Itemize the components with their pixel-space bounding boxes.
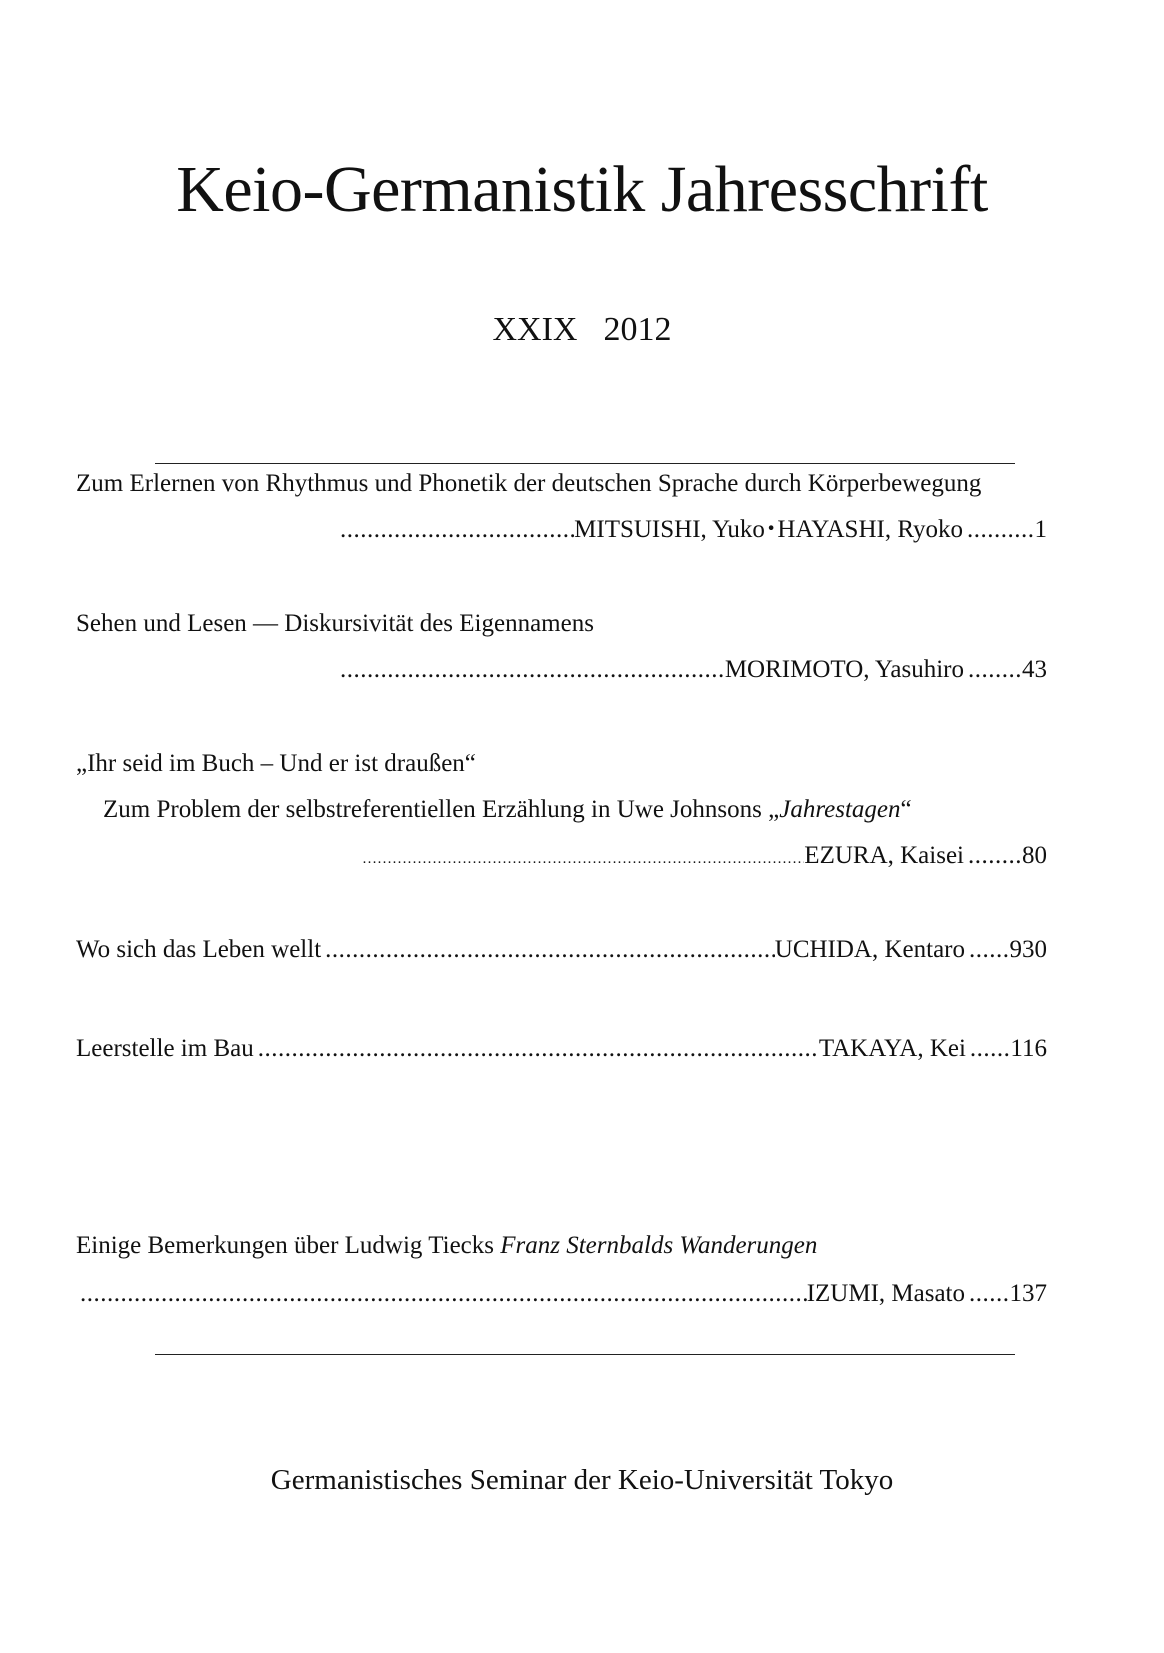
dot-leader-trail: ........ xyxy=(968,842,1022,869)
toc-entry-author: IZUMI, Masato xyxy=(806,1280,965,1307)
toc-entry-subtitle-close: “ xyxy=(900,796,912,823)
bottom-divider xyxy=(155,1354,1015,1355)
ellipsis-leader xyxy=(362,840,804,875)
toc-entry-author-line xyxy=(80,1278,1047,1310)
toc-entry-author: UCHIDA, Kentaro xyxy=(774,936,965,963)
toc-entry-page: 1 xyxy=(1034,516,1047,543)
toc-entry-title: Sehen und Lesen — Diskursivität des Eigennamens xyxy=(76,610,594,637)
toc-entry-single-line xyxy=(76,934,1047,966)
toc-entry-title: Wo sich das Leben wellt xyxy=(76,936,322,963)
journal-title: Keio-Germanistik Jahresschrift xyxy=(176,153,988,226)
toc-entry-page: 930 xyxy=(1009,936,1047,963)
dot-leader-trail: ...... xyxy=(969,936,1010,963)
toc-entry-author: MORIMOTO, Yasuhiro xyxy=(724,656,964,683)
publication-year: 2012 xyxy=(603,311,672,348)
dot-leader-trail: ...... xyxy=(969,1035,1011,1062)
toc-entry-title: Leerstelle im Bau xyxy=(76,1035,254,1062)
toc-entry-title-text: Einige Bemerkungen über Ludwig Tiecks xyxy=(76,1232,501,1259)
toc-entry-title-work: Franz Sternbalds Wanderungen xyxy=(500,1232,818,1259)
toc-entry-page: 80 xyxy=(1022,842,1047,869)
volume-numeral: XXIX xyxy=(492,311,578,348)
toc-entry-page: 137 xyxy=(1009,1280,1047,1307)
toc-entry-author: MITSUISHI, Yuko･HAYASHI, Ryoko xyxy=(574,516,963,543)
toc-entry-author: EZURA, Kaisei xyxy=(804,842,964,869)
toc-entry-subtitle-work: Jahrestagen xyxy=(779,796,901,823)
dot-leader xyxy=(340,654,725,686)
volume-year xyxy=(0,308,1164,352)
dot-leader xyxy=(258,1033,819,1065)
publisher-line: Germanistisches Seminar der Keio-Universität Tokyo xyxy=(270,1464,894,1496)
dot-leader xyxy=(325,934,775,966)
toc-entry-title: „Ihr seid im Buch – Und er ist draußen“ xyxy=(76,750,476,777)
dot-leader xyxy=(80,1278,807,1310)
toc-entry-single-line xyxy=(76,1033,1047,1065)
dot-leader-trail: ........ xyxy=(968,656,1022,683)
toc-entry-title xyxy=(76,1230,817,1262)
toc-entry-page: 43 xyxy=(1022,656,1047,683)
dot-leader-trail: .......... xyxy=(967,516,1035,543)
toc-entry-title: Zum Erlernen von Rhythmus und Phonetik der deutschen Sprache durch Körperbewegung xyxy=(76,470,982,497)
toc-entry-author-line xyxy=(340,514,1047,546)
toc-entry-author: TAKAYA, Kei xyxy=(818,1035,966,1062)
toc-entry-subtitle-text: Zum Problem der selbstreferentiellen Erzählung in Uwe Johnsons „ xyxy=(103,796,780,823)
top-divider xyxy=(155,463,1015,464)
toc-entry-subtitle xyxy=(103,794,912,826)
dot-leader xyxy=(340,514,574,546)
toc-entry-page: 116 xyxy=(1010,1035,1047,1062)
dot-leader-trail: ...... xyxy=(969,1280,1010,1307)
toc-entry-author-line xyxy=(340,654,1047,686)
toc-entry-author-line xyxy=(362,840,1047,875)
